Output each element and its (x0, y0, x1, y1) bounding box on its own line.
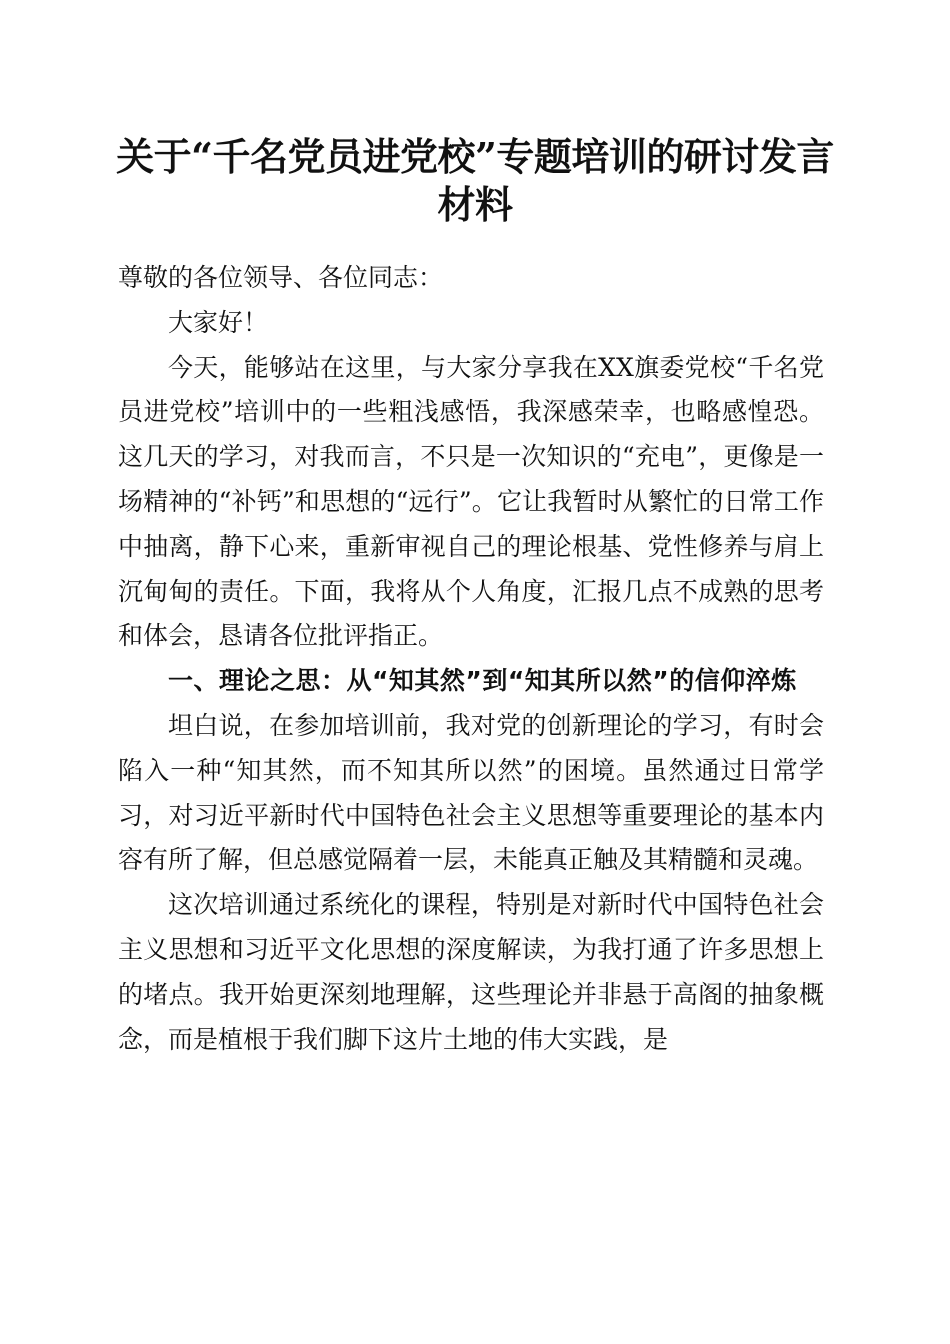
greeting: 大家好！ (168, 307, 269, 337)
section-heading-1: 一、理论之思：从“知其然”到“知其所以然”的信仰淬炼 (168, 666, 797, 696)
section1-paragraph-1: 坦白说，在参加培训前，我对党的创新理论的学习，有时会陷入一种“知其然，而不知其所以然”的困境。虽然通过日常学习，对习近平新时代中国特色社会主义思想等重要理论的基本内容有所了解，但总感觉隔着一层，未能真正触及其精髓和灵魂。 (118, 710, 824, 875)
section1-paragraph-2: 这次培训通过系统化的课程，特别是对新时代中国特色社会主义思想和习近平文化思想的深度解读，为我打通了许多思想上的堵点。我开始更深刻地理解，这些理论并非悬于高阁的抽象概念，而是植根于我们脚下这片土地的伟大实践，是 (118, 890, 824, 1054)
document-title: 关于“千名党员进党校”专题培训的研讨发言材料 (116, 134, 834, 227)
salutation: 尊敬的各位领导、各位同志： (118, 263, 444, 292)
document-body (118, 256, 824, 1062)
intro-paragraph: 今天，能够站在这里，与大家分享我在XX旗委党校“千名党员进党校”培训中的一些粗浅感悟，我深感荣幸，也略感惶恐。这几天的学习，对我而言，不只是一次知识的“充电”，更像是一场精神的“补钙”和思想的“远行”。它让我暂时从繁忙的日常工作中抽离，静下心来，重新审视自己的理论根基、党性修养与肩上沉甸甸的责任。下面，我将从个人角度，汇报几点不成熟的思考和体会，恳请各位批评指正。 (118, 352, 824, 651)
